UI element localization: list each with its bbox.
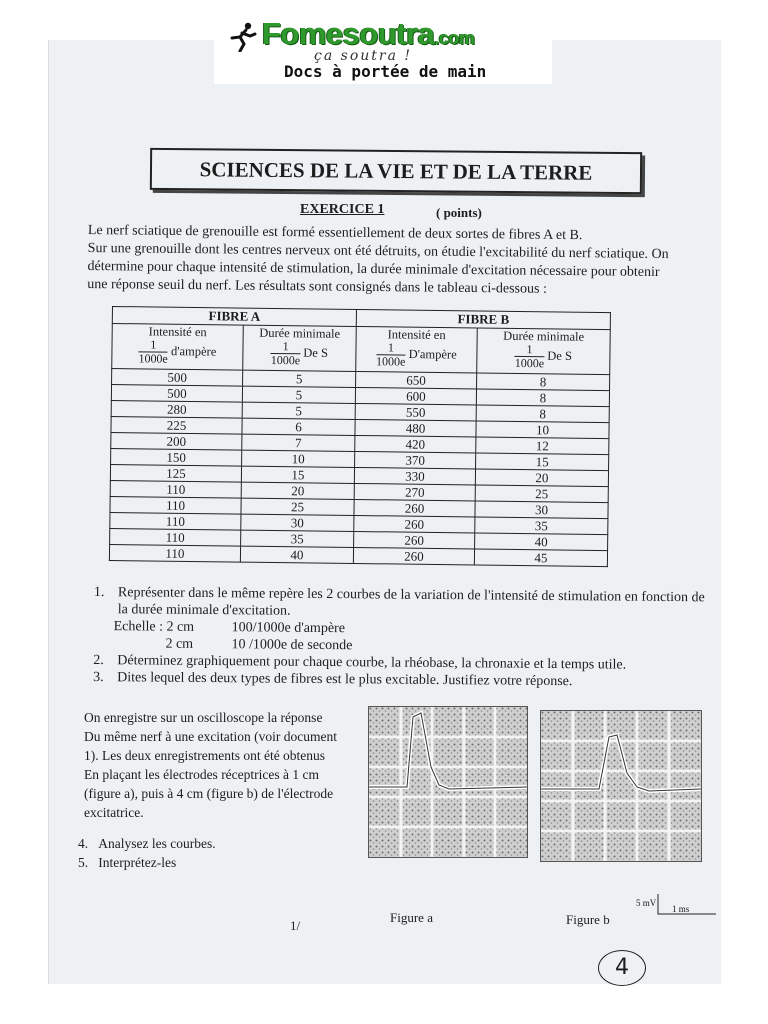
cell-duration-b: 8 (476, 405, 609, 423)
figure-b-oscillogram (540, 710, 702, 862)
scale-time: 1 ms (672, 904, 690, 914)
col-duration-a: Durée minimale $\frac{1}{1000e}$ De S (243, 325, 357, 371)
fibre-a-header: FIBRE A (112, 307, 356, 327)
site-banner (214, 14, 552, 84)
results-table (109, 306, 611, 567)
cell-duration-a: 6 (242, 418, 355, 435)
intro-line: Sur une grenouille dont les centres nerveux ont été détruits, on étudie l'excitabilité du nerf sciatique. On (87, 240, 669, 263)
cell-intensity-b: 260 (354, 499, 475, 516)
cell-intensity-a: 200 (111, 432, 242, 450)
cell-duration-b: 25 (475, 485, 608, 503)
subject-title: SCIENCES DE LA VIE ET DE LA TERRE (199, 157, 593, 185)
cell-intensity-a: 110 (110, 512, 241, 530)
brand-slogan: ça soutra ! (314, 48, 413, 64)
cell-duration-a: 30 (241, 514, 354, 531)
cell-duration-b: 8 (477, 373, 610, 391)
cell-intensity-a: 110 (110, 496, 241, 514)
cell-intensity-a: 280 (111, 400, 242, 418)
cell-intensity-a: 150 (111, 448, 242, 466)
page-number: 1/ (290, 918, 301, 933)
osc-line: Du même nerf à une excitation (voir document (84, 729, 338, 744)
cell-intensity-a: 125 (110, 464, 241, 482)
cell-intensity-b: 270 (354, 483, 475, 500)
col-intensity-b: Intensité en $\frac{1}{1000e}$ D'ampère (356, 326, 478, 372)
scale-value-1: 100/1000e d'ampère (231, 620, 346, 637)
cell-intensity-a: 500 (111, 385, 242, 403)
oscilloscope-paragraph (84, 708, 364, 822)
scale-cm-2: 2 cm (165, 636, 194, 652)
cell-duration-a: 5 (242, 386, 355, 403)
question-2: 2. Déterminez graphiquement pour chaque courbe, la rhéobase, la chronaxie et la temps utile. (93, 652, 627, 673)
osc-line: (figure a), puis à 4 cm (figure b) de l'électrode (84, 786, 334, 801)
figure-a-oscillogram (368, 706, 528, 858)
fibre-b-header: FIBRE B (356, 309, 610, 329)
intro-line: une réponse seuil du nerf. Les résultats sont consignés dans le tableau ci-dessous : (87, 276, 547, 297)
scale-value-2: 10 /1000e de seconde (231, 637, 353, 654)
cell-intensity-b: 330 (354, 467, 475, 484)
cell-intensity-a: 500 (112, 369, 243, 387)
scale-instructions (93, 618, 713, 657)
cell-duration-a: 40 (240, 546, 353, 563)
cell-duration-b: 20 (475, 469, 608, 487)
osc-line: On enregistre sur un oscilloscope la réponse (84, 710, 323, 725)
cell-duration-a: 5 (243, 370, 356, 387)
cell-intensity-b: 420 (355, 435, 476, 452)
figure-a-label: Figure a (390, 910, 433, 925)
cell-intensity-b: 480 (355, 419, 476, 436)
brand-name: Fomesoutra.com (262, 16, 475, 51)
cell-intensity-b: 260 (353, 547, 474, 564)
cell-intensity-a: 225 (111, 416, 242, 434)
cell-intensity-b: 370 (355, 451, 476, 468)
cell-intensity-b: 650 (356, 371, 477, 388)
cell-intensity-a: 110 (110, 480, 241, 498)
cell-intensity-b: 550 (355, 403, 476, 420)
cell-duration-b: 10 (476, 421, 609, 439)
question-5: 5. Interprétez-les (78, 855, 177, 870)
cell-duration-b: 40 (475, 533, 608, 551)
cell-intensity-a: 110 (109, 544, 240, 562)
osc-line: excitatrice. (84, 805, 144, 820)
scale-label: Echelle : 2 cm (113, 619, 195, 635)
exercise-heading: EXERCICE 1 (300, 202, 385, 217)
cell-duration-b: 35 (475, 517, 608, 535)
cell-intensity-b: 600 (355, 387, 476, 404)
question-4: 4. Analysez les courbes. (78, 836, 216, 851)
runner-logo-icon (228, 22, 258, 52)
col-duration-b: Durée minimale $\frac{1}{1000e}$ De S (477, 328, 611, 375)
brand-tld: .com (434, 28, 475, 48)
cell-duration-b: 30 (475, 501, 608, 519)
cell-intensity-b: 260 (354, 531, 475, 548)
col-intensity-a: Intensité en $\frac{1}{1000e}$ d'ampère (112, 324, 244, 371)
osc-line: En plaçant les électrodes réceptrices à 1 cm (84, 767, 320, 782)
cell-intensity-a: 110 (110, 528, 241, 546)
cell-duration-b: 15 (476, 453, 609, 471)
intro-line: détermine pour chaque intensité de stimulation, la durée minimale d'excitation nécessaire pour obtenir (87, 258, 660, 280)
cell-duration-b: 45 (474, 549, 607, 567)
cell-duration-a: 35 (241, 530, 354, 547)
cell-intensity-b: 260 (354, 515, 475, 532)
cell-duration-a: 7 (242, 434, 355, 451)
subject-title-box (150, 148, 642, 194)
figure-b-label: Figure b (566, 912, 610, 927)
cell-duration-a: 15 (241, 466, 354, 483)
scale-voltage: 5 mV (636, 898, 657, 908)
osc-line: 1). Les deux enregistrements ont été obtenus (84, 748, 326, 763)
intro-line: Le nerf sciatique de grenouille est formé essentiellement de deux sortes de fibres A et B. (87, 222, 583, 244)
cell-duration-a: 25 (241, 498, 354, 515)
cell-duration-a: 5 (242, 402, 355, 419)
questions-block (93, 584, 714, 691)
brand-tagline: Docs à portée de main (284, 62, 487, 81)
circled-page-mark: 4 (598, 950, 646, 986)
question-3: 3. Dites lequel des deux types de fibres est le plus excitable. Justifiez votre réponse. (93, 669, 573, 690)
intro-paragraph (87, 222, 708, 300)
cell-duration-a: 20 (241, 482, 354, 499)
question-1: 1. Représenter dans le même repère les 2 courbes de la variation de l'intensité de stimulation en fonction de la durée minimale d'excitation. (93, 584, 705, 619)
cell-duration-b: 12 (476, 437, 609, 455)
cell-duration-b: 8 (476, 389, 609, 407)
cell-duration-a: 10 (242, 450, 355, 467)
exercise-points: ( points) (436, 205, 482, 220)
questions-4-5 (78, 834, 216, 872)
